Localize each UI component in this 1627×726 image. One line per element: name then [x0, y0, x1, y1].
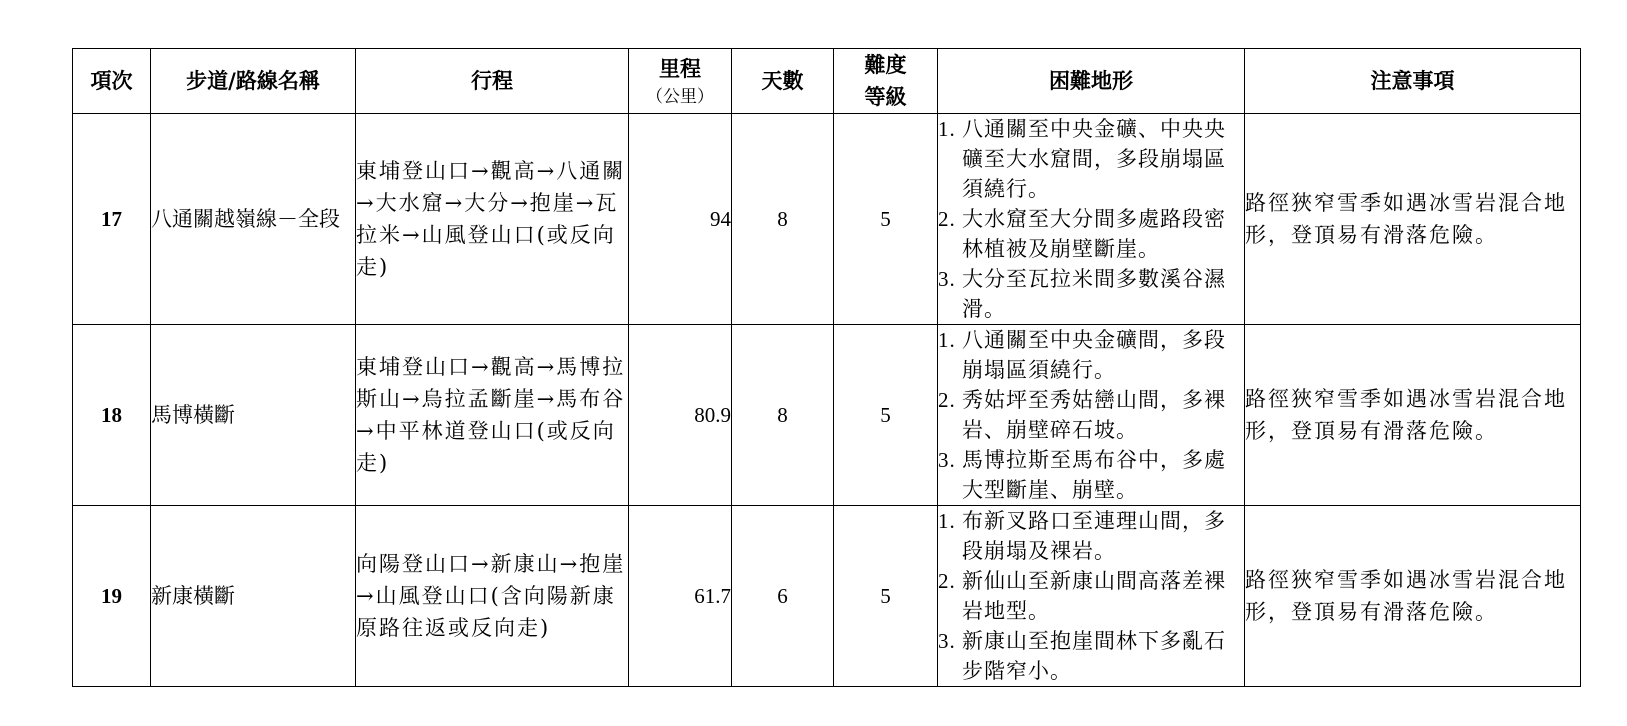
header-difficulty-line1: 難度 [864, 52, 907, 77]
terrain-item-text: 大水窟至大分間多處路段密林植被及崩壁斷崖。 [962, 207, 1226, 261]
terrain-item-text: 八通關至中央金礦、中央央礦至大水窟間，多段崩塌區須繞行。 [962, 117, 1226, 201]
terrain-item-number: 2. [938, 388, 956, 412]
terrain-list [938, 506, 1244, 686]
row-index: 19 [73, 506, 151, 687]
table-row [73, 114, 1581, 325]
terrain-item [938, 506, 1244, 566]
row-terrain [938, 114, 1245, 325]
terrain-item [938, 204, 1244, 264]
row-terrain [938, 325, 1245, 506]
terrain-list [938, 114, 1244, 324]
header-difficulty-line2: 等級 [864, 84, 907, 109]
row-notes: 路徑狹窄雪季如遇冰雪岩混合地形，登頂易有滑落危險。 [1245, 506, 1581, 687]
terrain-item-number: 3. [938, 448, 956, 472]
terrain-list [938, 325, 1244, 505]
header-difficulty [834, 49, 938, 114]
row-trail-name: 八通關越嶺線－全段 [151, 114, 356, 325]
row-distance: 94 [629, 114, 732, 325]
header-trail-name: 步道/路線名稱 [151, 49, 356, 114]
header-notes: 注意事項 [1245, 49, 1581, 114]
trail-table [72, 48, 1581, 687]
terrain-item-number: 3. [938, 267, 956, 291]
header-index: 項次 [73, 49, 151, 114]
table-row [73, 506, 1581, 687]
row-days: 6 [732, 506, 834, 687]
terrain-item-number: 1. [938, 328, 956, 352]
row-days: 8 [732, 114, 834, 325]
terrain-item [938, 566, 1244, 626]
table-header-row [73, 49, 1581, 114]
terrain-item [938, 445, 1244, 505]
terrain-item-text: 布新叉路口至連理山間，多段崩塌及裸岩。 [962, 509, 1226, 563]
row-notes: 路徑狹窄雪季如遇冰雪岩混合地形，登頂易有滑落危險。 [1245, 114, 1581, 325]
row-days: 8 [732, 325, 834, 506]
terrain-item [938, 264, 1244, 324]
row-itinerary: 東埔登山口→觀高→八通關→大水窟→大分→抱崖→瓦拉米→山風登山口(或反向走) [356, 114, 629, 325]
terrain-item-number: 1. [938, 509, 956, 533]
row-difficulty: 5 [834, 506, 938, 687]
row-trail-name: 新康橫斷 [151, 506, 356, 687]
terrain-item [938, 626, 1244, 686]
terrain-item-number: 2. [938, 569, 956, 593]
row-distance: 80.9 [629, 325, 732, 506]
header-itinerary: 行程 [356, 49, 629, 114]
row-index: 18 [73, 325, 151, 506]
header-distance-label: 里程 [659, 56, 701, 81]
header-distance [629, 49, 732, 114]
row-trail-name: 馬博橫斷 [151, 325, 356, 506]
header-distance-unit: （公里） [646, 87, 714, 107]
terrain-item-text: 秀姑坪至秀姑巒山間，多裸岩、崩壁碎石坡。 [962, 388, 1226, 442]
header-terrain: 困難地形 [938, 49, 1245, 114]
table-row [73, 325, 1581, 506]
row-itinerary: 東埔登山口→觀高→馬博拉斯山→烏拉孟斷崖→馬布谷→中平林道登山口(或反向走) [356, 325, 629, 506]
terrain-item-text: 新康山至抱崖間林下多亂石步階窄小。 [962, 629, 1226, 683]
terrain-item-text: 大分至瓦拉米間多數溪谷濕滑。 [962, 267, 1226, 321]
terrain-item-text: 馬博拉斯至馬布谷中，多處大型斷崖、崩壁。 [962, 448, 1226, 502]
terrain-item [938, 114, 1244, 204]
terrain-item [938, 385, 1244, 445]
header-days: 天數 [732, 49, 834, 114]
row-distance: 61.7 [629, 506, 732, 687]
row-terrain [938, 506, 1245, 687]
row-index: 17 [73, 114, 151, 325]
terrain-item [938, 325, 1244, 385]
terrain-item-number: 1. [938, 117, 956, 141]
terrain-item-text: 新仙山至新康山間高落差裸岩地型。 [962, 569, 1226, 623]
terrain-item-number: 3. [938, 629, 956, 653]
row-notes: 路徑狹窄雪季如遇冰雪岩混合地形，登頂易有滑落危險。 [1245, 325, 1581, 506]
row-difficulty: 5 [834, 114, 938, 325]
terrain-item-number: 2. [938, 207, 956, 231]
terrain-item-text: 八通關至中央金礦間，多段崩塌區須繞行。 [962, 328, 1226, 382]
row-difficulty: 5 [834, 325, 938, 506]
row-itinerary: 向陽登山口→新康山→抱崖→山風登山口(含向陽新康原路往返或反向走) [356, 506, 629, 687]
